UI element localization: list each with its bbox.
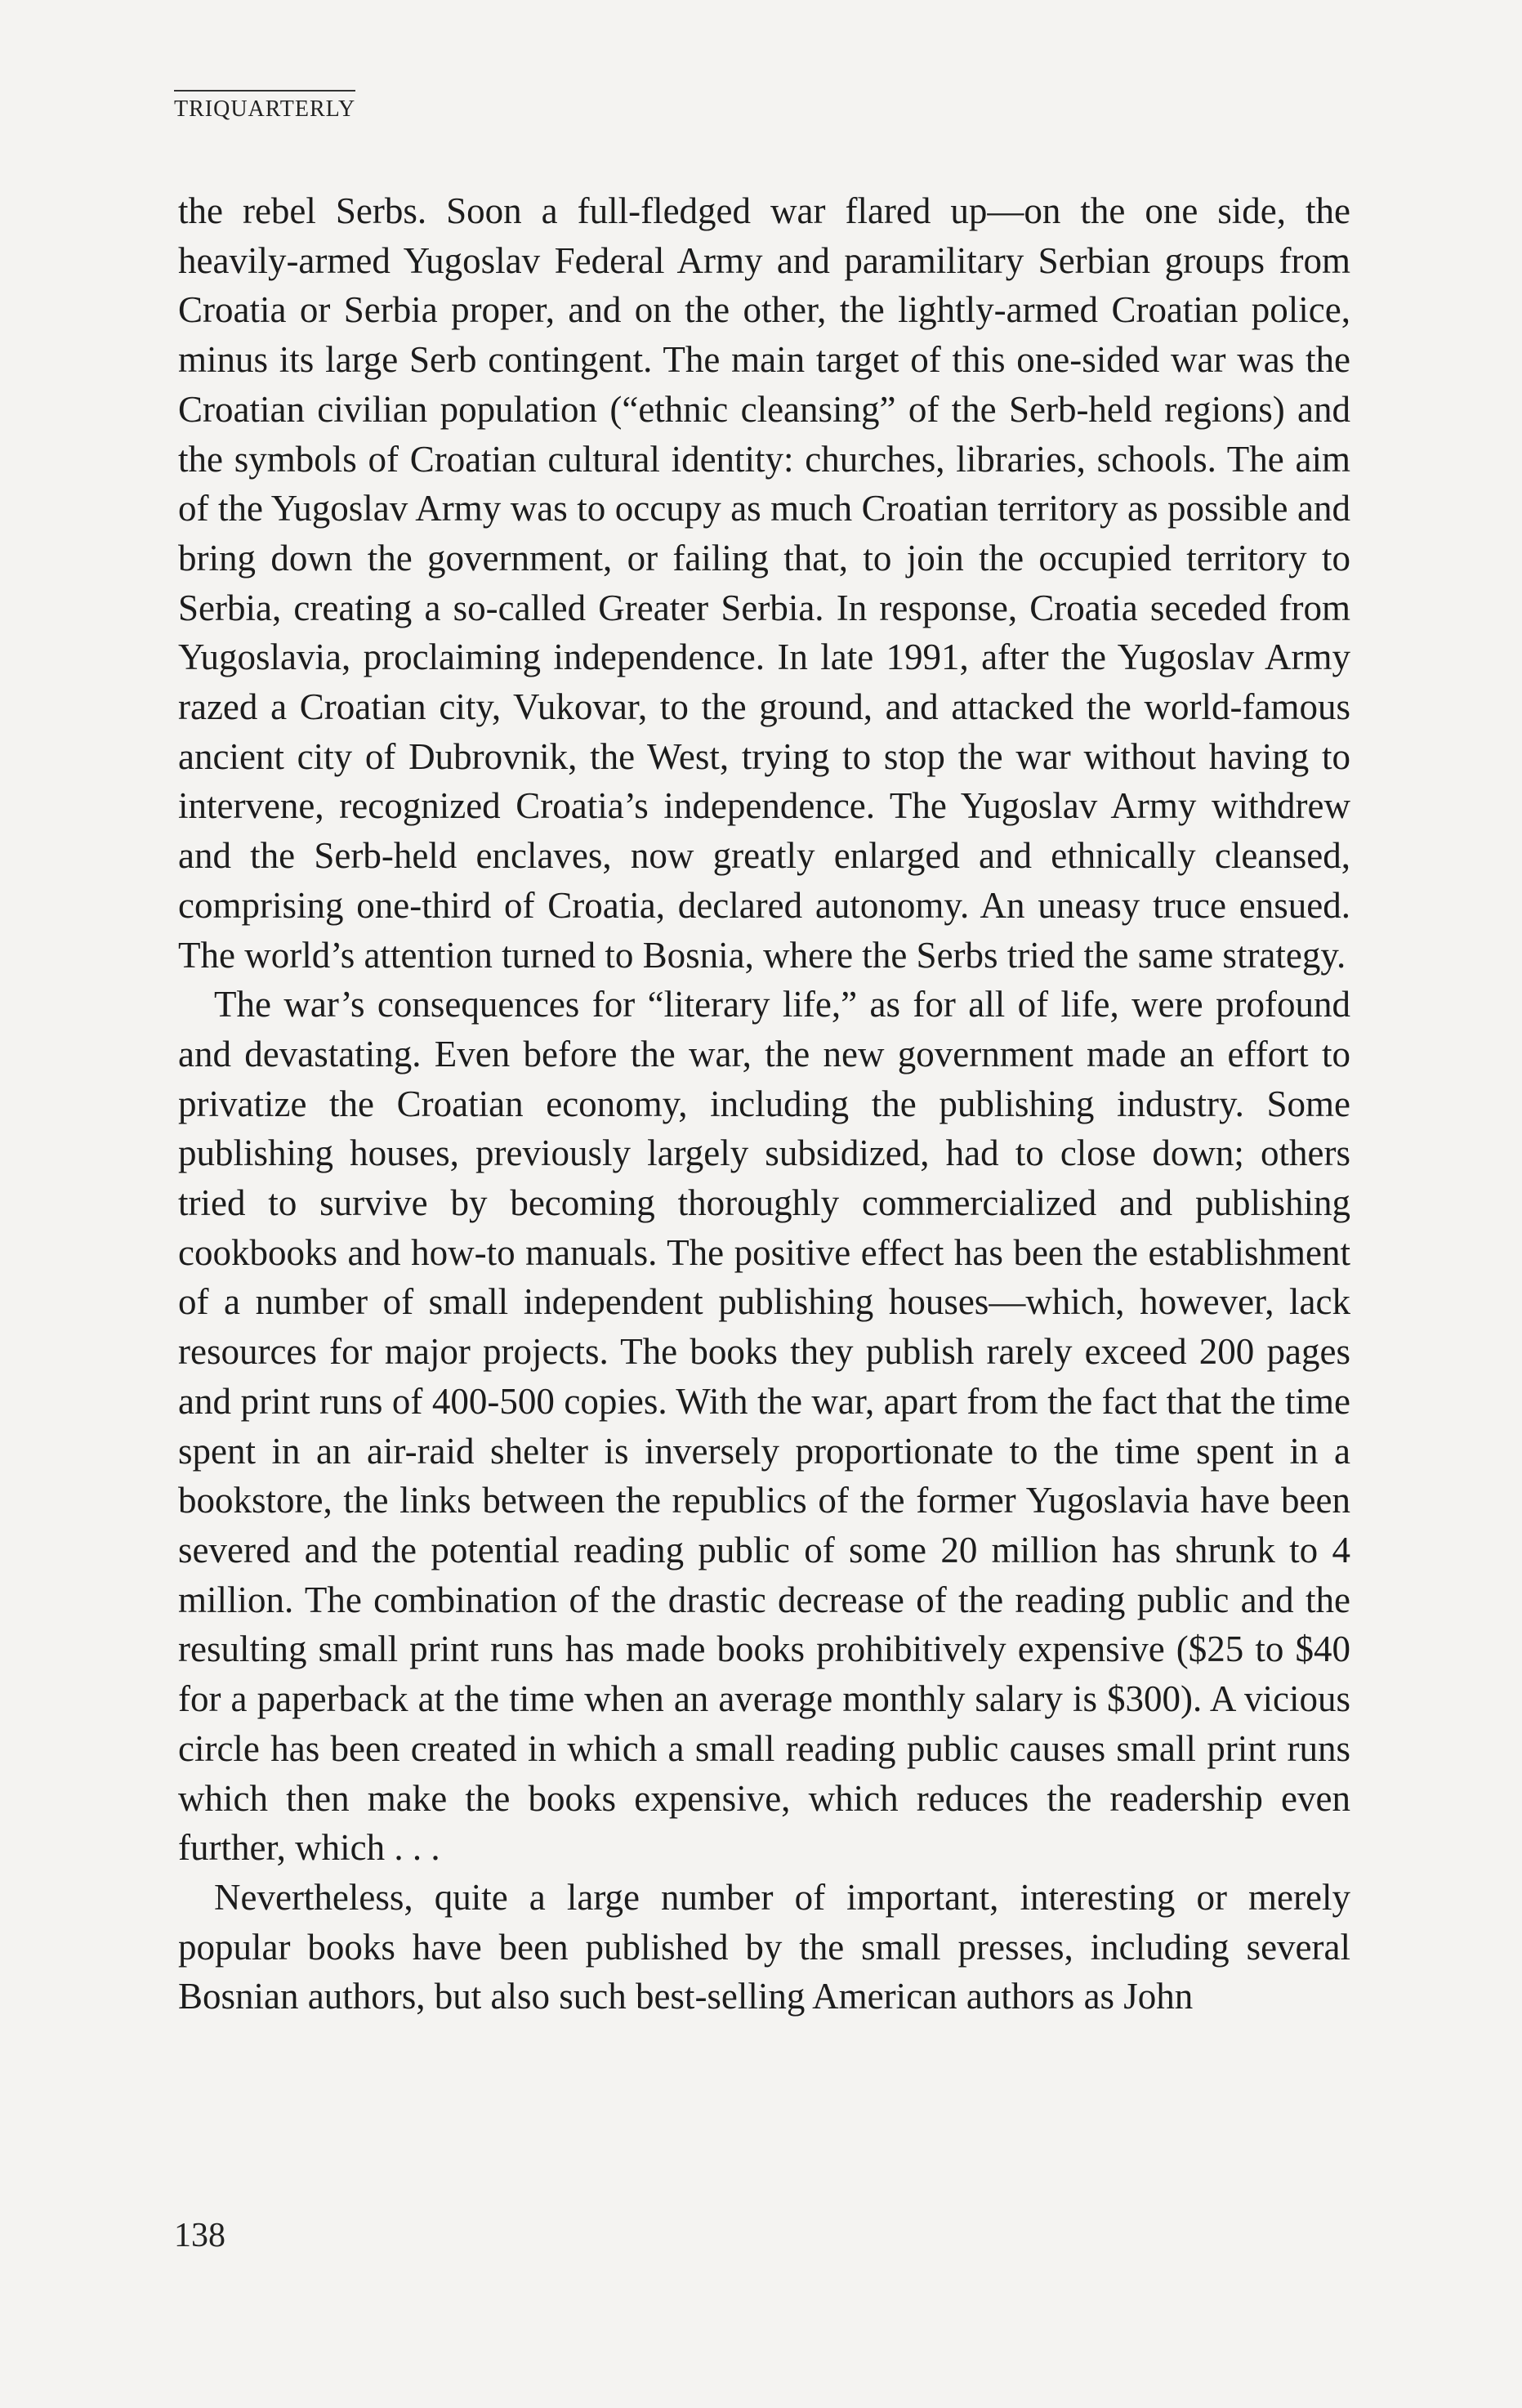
paragraph-2: The war’s consequences for “literary life,” as for all of life, were profound and devastating. Even before the war, the new government made an effort to privatize the Croatian economy, including the publishing industry. Some publishing houses, previously largely subsidized, had to close down; others tried to survive by becoming thoroughly commercialized and publishing cookbooks and how-to manuals. The positive effect has been the establishment of a number of small independent publishing houses—which, however, lack resources for major projects. The books they publish rarely exceed 200 pages and print runs of 400-500 copies. With the war, apart from the fact that the time spent in an air-raid shelter is inversely proportionate to the time spent in a bookstore, the links between the republics of the former Yugoslavia have been severed and the potential reading public of some 20 million has shrunk to 4 million. The combination of the drastic decrease of the reading public and the resulting small print runs has made books prohibitively expensive ($25 to $40 for a paperback at the time when an average monthly salary is $300). A vicious circle has been created in which a small reading public causes small print runs which then make the books expensive, which reduces the readership even further, which . . .: [178, 984, 1350, 1869]
paragraph-1: the rebel Serbs. Soon a full-fledged war flared up—on the one side, the heavily-armed Yugoslav Federal Army and paramilitary Serbian groups from Croatia or Serbia proper, and on the other, the lightly-armed Croatian police, minus its large Serb contingent. The main target of this one-sided war was the Croatian civilian population (“ethnic cleansing” of the Serb-held regions) and the symbols of Croatian cultural identity: churches, libraries, schools. The aim of the Yugoslav Army was to occupy as much Croatian territory as possible and bring down the government, or failing that, to join the occupied territory to Serbia, creating a so-called Greater Serbia. In response, Croatia seceded from Yugoslavia, proclaiming independence. In late 1991, after the Yugoslav Army razed a Croatian city, Vukovar, to the ground, and attacked the world-famous ancient city of Dubrovnik, the West, trying to stop the war without having to intervene, recognized Croatia’s independence. The Yugoslav Army withdrew and the Serb-held enclaves, now greatly enlarged and ethnically cleansed, comprising one-third of Croatia, declared autonomy. An uneasy truce ensued. The world’s attention turned to Bosnia, where the Serbs tried the same strategy.: [178, 190, 1350, 976]
page-number: 138: [174, 2217, 225, 2254]
header-rule: [174, 90, 355, 92]
paragraph-3: Nevertheless, quite a large number of important, interesting or merely popular books have been published by the small presses, including several Bosnian authors, but also such best-selling American authors as John: [178, 1876, 1350, 2017]
body-text: [178, 186, 1350, 2022]
running-head: TRIQUARTERLY: [174, 96, 356, 122]
